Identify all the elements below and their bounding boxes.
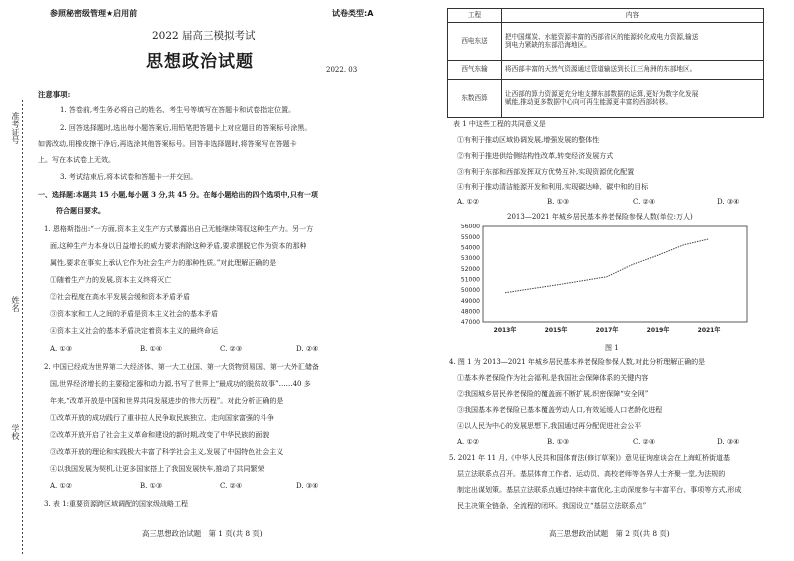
notice-2: 2. 回答选择题时,选出每小题答案后,用铅笔把答题卡上对应题目的答案标号涂黑。 [60, 124, 312, 132]
q2-item: ③改革开放的理论和实践极大丰富了科学社会主义,发展了中国特色社会主义 [50, 448, 284, 456]
table-row [448, 79, 764, 117]
page-footer-2: 高三思想政治试题 第 2 页(共 8 页) [549, 529, 670, 538]
section1-instruction-cont: 符合题目要求。 [56, 206, 105, 215]
y-tick-label: 47000 [460, 319, 480, 327]
q2-line: 年来,“改革开放是中国和世界共同发展进步的伟大历程”。对此分析正确的是 [50, 397, 284, 405]
y-tick-label: 52000 [460, 265, 480, 273]
q1-item: ②社会程度在高水平发展会缓和资本矛盾矛盾 [50, 293, 190, 301]
notice-3: 3. 考试结束后,将本试卷和答题卡一并交回。 [60, 173, 198, 181]
q2-option-d[interactable]: D. ③④ [296, 482, 319, 490]
q4-line: 4. 图 1 为 2013—2021 年城乡居民基本养老保险参保人数,对此分析理解正确的是 [449, 358, 706, 366]
q2-option-b[interactable]: B. ①③ [140, 482, 163, 490]
series-line [505, 239, 709, 293]
q3-option-a[interactable]: A. ①② [457, 198, 480, 206]
binding-line [22, 100, 23, 555]
q2-line: 2. 中国已经成为世界第二大经济体、第一大工业国、第一大货物贸易国、第一大外汇储备 [44, 363, 319, 371]
content-line: 到电力紧缺的东部沿海地区。 [505, 41, 591, 49]
q1-option-c[interactable]: C. ②③ [220, 345, 243, 353]
y-tick-label: 56000 [460, 224, 480, 231]
y-tick-label: 51000 [460, 276, 480, 284]
q2-option-a[interactable]: A. ①② [50, 482, 73, 490]
content-line: 把中国煤炭、水能资源丰富的西部省区的能源转化成电力资源,输送 [505, 32, 699, 41]
chart-frame [483, 226, 747, 322]
content-line: 赋能,推动更多数据中心向可再生能源更丰富的西部转移。 [505, 98, 672, 106]
q5-line: 民主决策全链条、全流程的闭环。我国设立“基层立法联系点” [457, 502, 647, 510]
q2-item: ②改革开放开启了社会主义革命和建设的新时期,改变了中华民族的面貌 [50, 431, 270, 439]
q1-option-b[interactable]: B. ①④ [140, 345, 163, 353]
content-line: 让西部的算力资源更充分地支撑东部数据的运算,更好为数字化发展 [505, 89, 699, 98]
y-axis [461, 224, 480, 326]
q5-line: 层立法联系点召开。基层体育工作者、运动员、高校老师等各界人士齐聚一堂,为法规的 [457, 470, 726, 478]
content-line: 将西部丰富的天然气资源通过管道输送到长江三角洲的东部地区。 [505, 65, 697, 74]
q1-item: ④资本主义社会的基本矛盾决定着资本主义的最终命运 [50, 327, 218, 335]
q3-item: ③有利于东部和西部发挥双方优势互补,实现资源优化配置 [457, 168, 635, 176]
table-header-row [448, 9, 764, 23]
x-tick-label: 2017年 [595, 327, 619, 334]
x-tick-label: 2015年 [544, 327, 568, 334]
q1-item: ①随着生产力的发展,资本主义终将灭亡 [50, 276, 172, 284]
q5-line: 5. 2021 年 11 月,《中华人民共和国体育法(修订草案)》意见征询座谈会在上海虹桥街道基 [449, 454, 730, 462]
q3-option-b[interactable]: B. ①③ [547, 198, 570, 206]
table-cell-content [502, 60, 764, 79]
q3-item: ②有利于推进供给侧结构性改革,转变经济发展方式 [457, 152, 614, 160]
q2-item: ④以我国发展为契机,让更多国家搭上了我国发展快车,推动了共同繁荣 [50, 465, 265, 473]
table-cell-content [502, 79, 764, 117]
y-tick-label: 55000 [460, 233, 480, 241]
chart-title: 2013—2021 年城乡居民基本养老保险参保人数(单位:万人) [507, 213, 693, 221]
project-table [447, 8, 764, 118]
q2-item: ①改革开放的成功践行了重非拉人民争取民族独立、走向国家富强的斗争 [50, 414, 274, 422]
q4-option-a[interactable]: A. ①② [457, 438, 480, 446]
table-cell-project: 西电东送 [448, 22, 502, 60]
table-row [448, 60, 764, 79]
q3-item: ①有利于推动区域协调发展,增强发展的整体性 [457, 136, 600, 144]
q3-option-c[interactable]: C. ②④ [633, 198, 656, 206]
x-axis [494, 326, 721, 334]
q4-item: ①基本养老保险作为社会福利,是我国社会保障体系的关键内容 [457, 374, 649, 382]
q1-item: ③资本家和工人之间的矛盾是资本主义社会的基本矛盾 [50, 310, 218, 318]
q1-option-a[interactable]: A. ①③ [50, 345, 73, 353]
page-footer-1: 高三思想政治试题 第 1 页(共 8 页) [142, 529, 263, 538]
x-tick-label: 2013年 [493, 327, 517, 334]
y-tick-label: 50000 [460, 287, 480, 295]
q4-option-b[interactable]: B. ①③ [547, 438, 570, 446]
q3-prompt: 表 1 中这些工程的共同意义是 [453, 120, 546, 128]
q1-line: 1. 恩格斯指出:“一方面,资本主义生产方式暴露出自己无能继续驾驭这种生产力。另一方 [44, 225, 314, 233]
table-header-cell: 内容 [502, 9, 764, 23]
table-header-cell: 工程 [448, 9, 502, 23]
q1-option-d[interactable]: D. ②④ [296, 345, 319, 353]
q4-item: ③我国基本养老保险已基本覆盖劳动人口,有效延缓人口老龄化进程 [457, 406, 663, 414]
right-page [397, 0, 794, 561]
table-cell-project: 西气东输 [448, 60, 502, 79]
notice-title: 注意事项: [38, 90, 71, 99]
subject-title: 思想政治试题 [146, 52, 254, 72]
section1-instruction: 一、选择题:本题共 15 小题,每小题 3 分,共 45 分。在每小题给出的四个选项中,只有一项 [38, 190, 318, 199]
q4-item: ④以人民为中心的发展思想下,我国通过再分配促进社会公平 [457, 422, 642, 430]
q4-option-d[interactable]: D. ③④ [717, 438, 740, 446]
q5-line: 制定出谋划策。基层立法联系点通过持续丰富优化,主动深度参与丰富平台、事项等方式,形成 [457, 486, 742, 494]
q2-line: 国,世界经济增长的主要稳定器和动力源,书写了世界上“最成功的脱贫故事”……40 多 [50, 380, 311, 388]
paper-type-label: 试卷类型:A [332, 9, 374, 18]
y-tick-label: 54000 [460, 244, 480, 252]
q1-line: 面,这种生产力本身以日益增长的威力要求消除这种矛盾,要求摆脱它作为资本的那种 [50, 242, 307, 250]
exam-date: 2022. 03 [326, 66, 358, 74]
q3-option-d[interactable]: D. ③④ [717, 198, 740, 206]
exam-title: 2022 届高三模拟考试 [152, 30, 256, 42]
q4-item: ②我国城乡居民养老保险的覆盖面不断扩展,织密保障“安全网” [457, 390, 649, 398]
candidate-name-label: 姓名 [11, 296, 20, 312]
x-tick-label: 2019年 [646, 327, 670, 334]
y-tick-label: 53000 [460, 255, 480, 263]
q3-intro: 3. 表 1:重要资源跨区域调配的国家级战略工程 [44, 500, 188, 508]
notice-2-cont: 如需改动,用橡皮擦干净后,再选涂其他答案标号。回答非选择题时,将答案写在答题卡 [38, 140, 297, 148]
q1-line: 属性,要求在事实上承认它作为社会生产力的那种性质。”对此理解正确的是 [50, 259, 277, 267]
table-cell-content [502, 22, 764, 60]
notice-2-cont2: 上。写在本试卷上无效。 [38, 156, 115, 164]
y-tick-label: 48000 [460, 308, 480, 316]
confidential-label: 参照秘密级管理★启用前 [50, 9, 138, 18]
q4-option-c[interactable]: C. ②④ [633, 438, 656, 446]
y-tick-label: 49000 [460, 297, 480, 305]
school-label: 学校 [11, 424, 20, 440]
q2-option-c[interactable]: C. ②④ [220, 482, 243, 490]
pension-line-chart [447, 224, 767, 344]
notice-1: 1. 答卷前,考生务必将自己的姓名、考生号等填写在答题卡和试卷指定位置。 [60, 106, 296, 114]
chart-caption: 图 1 [605, 344, 619, 352]
q3-item: ④有利于推动清洁能源开发和利用,实现碳达峰、碳中和的目标 [457, 183, 649, 191]
candidate-id-label: 准考证号 [11, 112, 20, 144]
table-row [448, 22, 764, 60]
table-cell-project: 东数西算 [448, 79, 502, 117]
x-tick-label: 2021年 [697, 327, 721, 334]
